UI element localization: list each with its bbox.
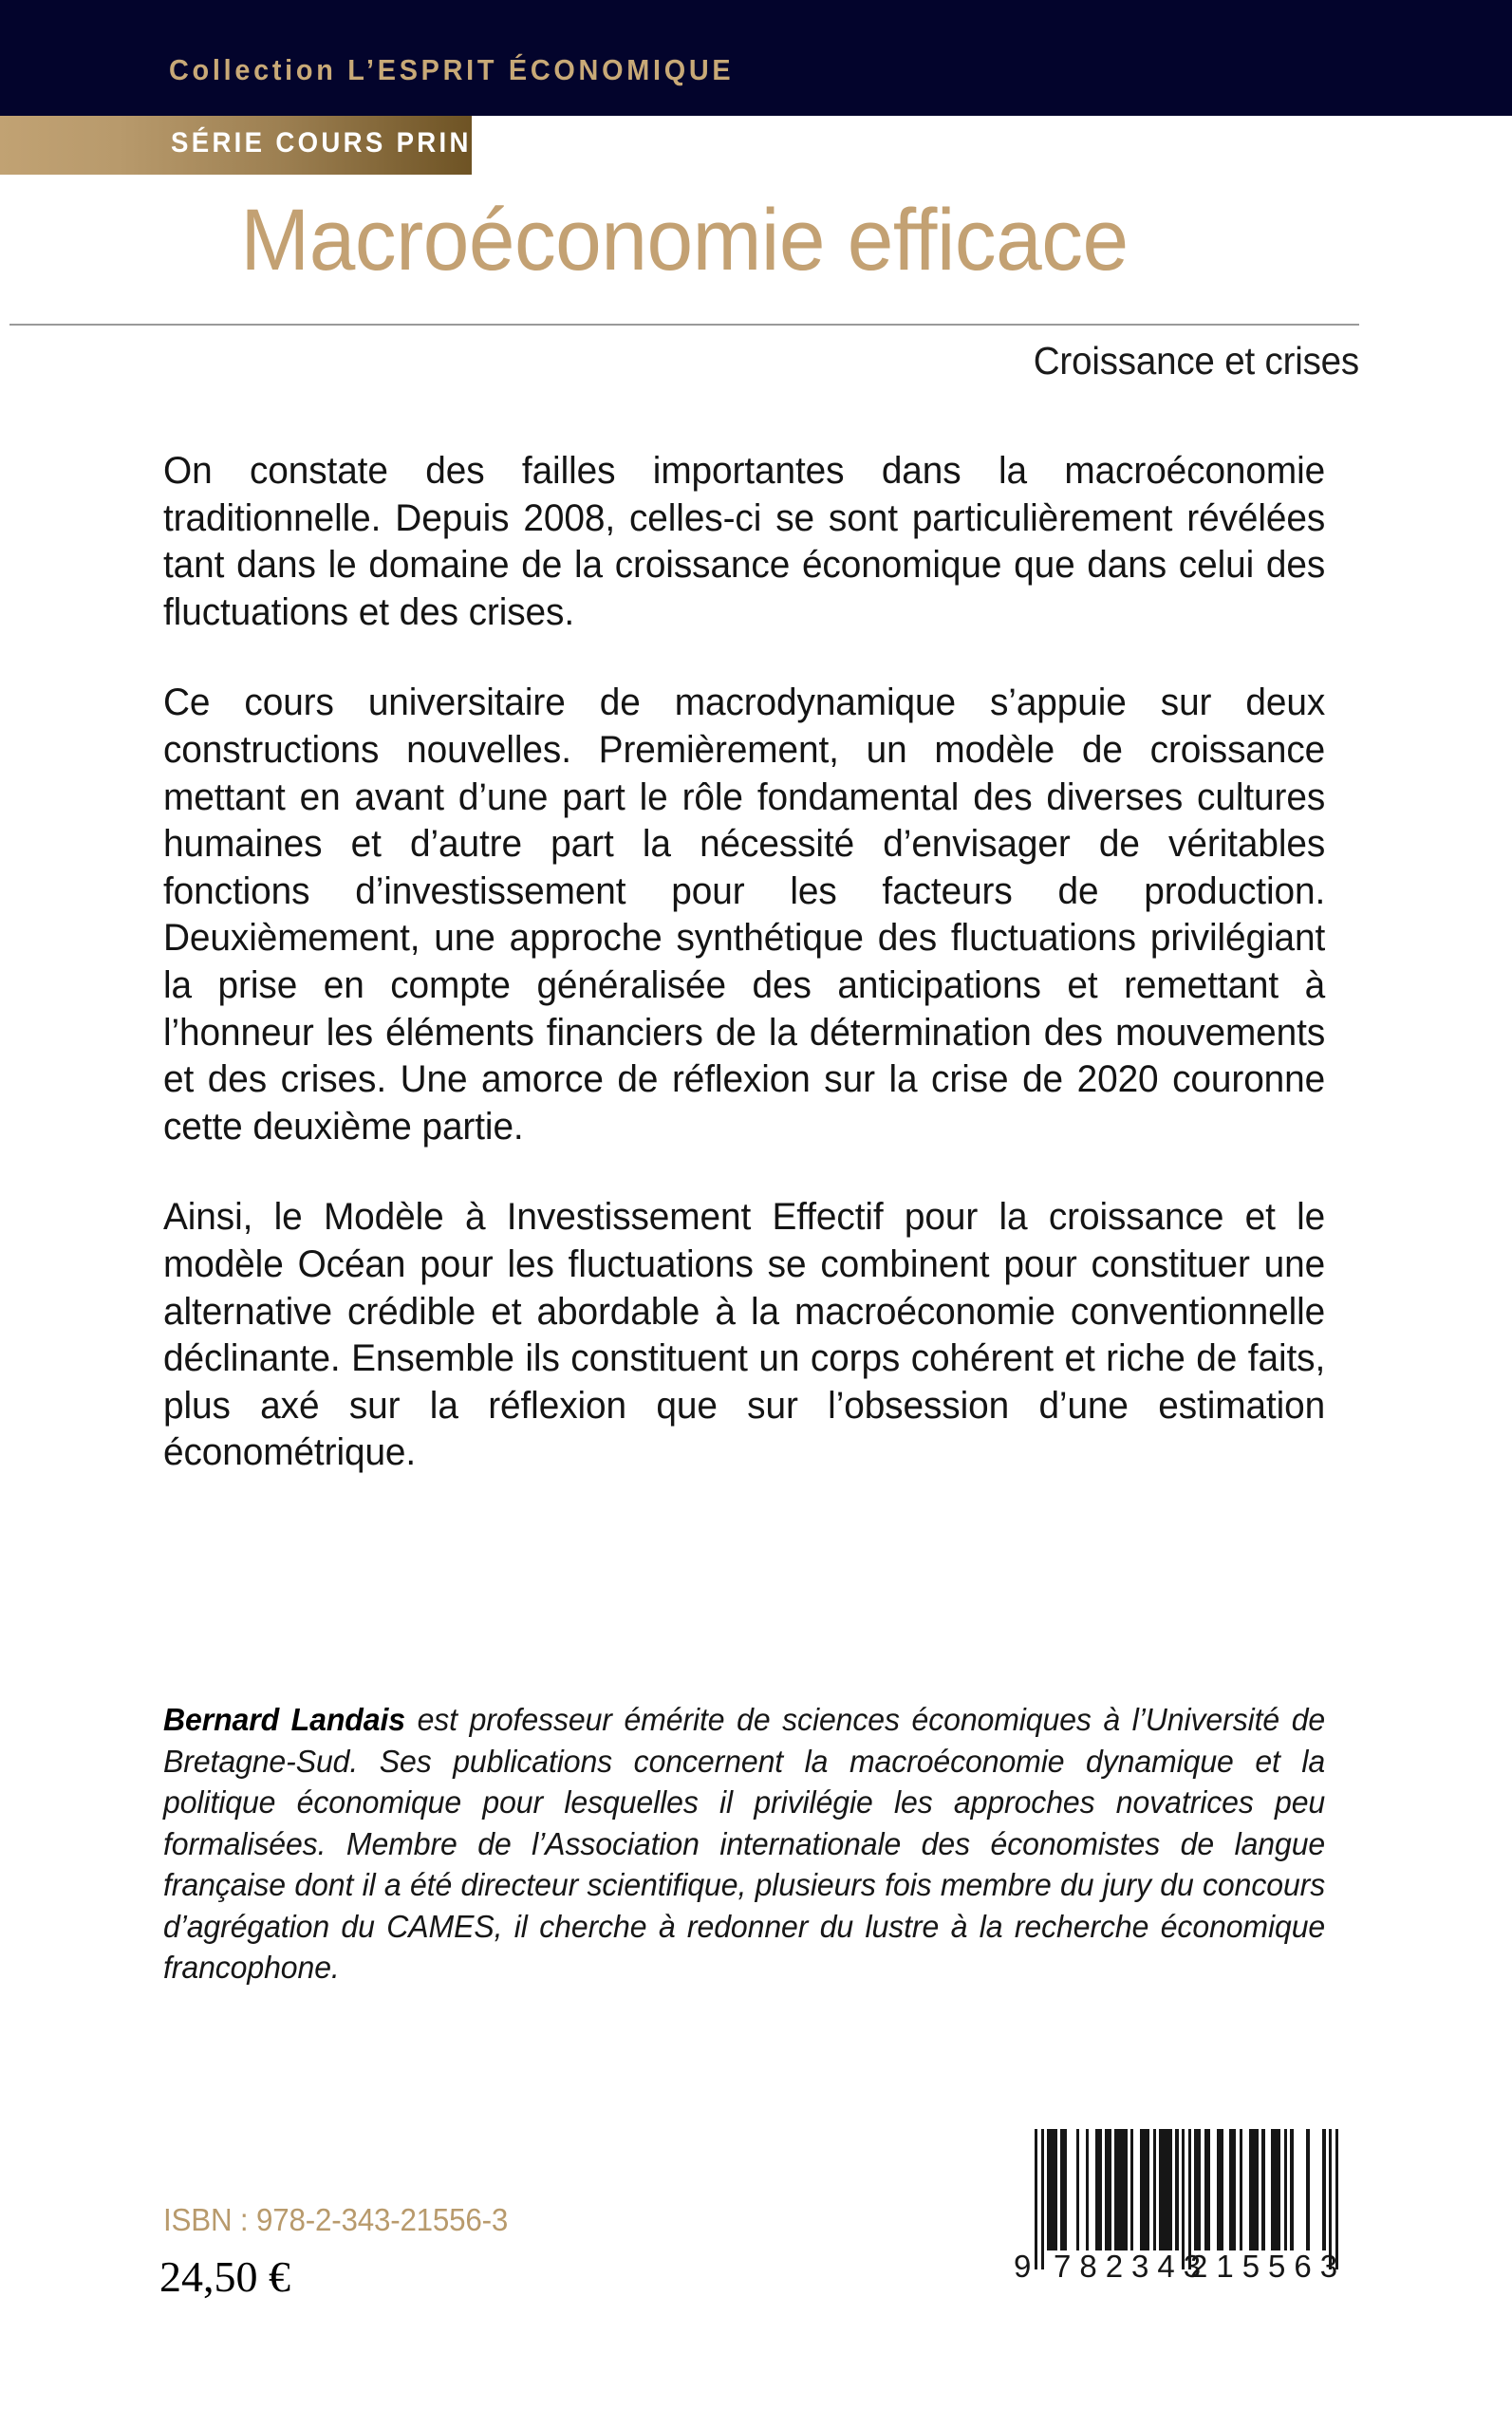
barcode-bar (1229, 2129, 1236, 2250)
barcode-bar (1240, 2129, 1242, 2250)
author-name: Bernard Landais (163, 1702, 405, 1737)
barcode-bar (1284, 2129, 1287, 2250)
barcode-left-group: 782343 (1054, 2249, 1210, 2284)
isbn-label: ISBN : 978-2-343-21556-3 (163, 2202, 509, 2237)
barcode-bar (1271, 2129, 1280, 2250)
barcode-right-group: 215563 (1190, 2249, 1347, 2284)
barcode-bar (1175, 2129, 1178, 2250)
author-bio-text: est professeur émérite de sciences économiques à l’Université de Bretagne-Sud. Ses publications concernent la macroéconomie dynamique et la politique économique pour lesquelles il privilégie les approches novatrices peu formalisées. Membre de l’Association internationale des économistes de langue française dont il a été directeur scientifique, plusieurs fois membre du jury du concours d’agrégation du CAMES, il cherche à redonner du lustre à la recherche économique francophone. (163, 1702, 1326, 1986)
barcode-bar (1249, 2129, 1259, 2250)
barcode-bar (1194, 2129, 1201, 2250)
barcode-bar (1140, 2129, 1149, 2250)
barcode-bar (1204, 2129, 1211, 2250)
barcode-bar (1095, 2129, 1102, 2250)
barcode-bar (1076, 2129, 1079, 2250)
barcode-bar (1086, 2129, 1089, 2250)
barcode-bar (1159, 2129, 1171, 2250)
barcode-bar (1047, 2129, 1056, 2250)
barcode-bar (1290, 2129, 1293, 2250)
blurb-paragraph-1: On constate des failles importantes dans la macroéconomie traditionnelle. Depuis 2008, celles-ci se sont particulièrement révélées tant dans le domaine de la croissance économique que dans celui des fluctuations et des crises. (163, 450, 1326, 633)
price-label: 24,50 € (159, 2252, 290, 2301)
page-subtitle: Croissance et crises (1033, 339, 1359, 383)
barcode-digits (1014, 2249, 1348, 2287)
title-divider (9, 324, 1359, 326)
page-title: Macroéconomie efficace (240, 192, 1129, 289)
blurb-paragraph-2: Ce cours universitaire de macrodynamique s’appuie sur deux constructions nouvelles. Premièrement, un modèle de croissance mettant en avant d’une part le rôle fondamental des diverses cultures humaines et d’autre part la nécessité d’envisager de véritables fonctions d’investissement pour les facteurs de production. Deuxièmement, une approche synthétique des fluctuations privilégiant la prise en compte généralisée des anticipations et remettant à l’honneur les éléments financiers de la détermination des mouvements et des crises. Une amorce de réflexion sur la crise de 2020 couronne cette deuxième partie. (163, 682, 1326, 1148)
collection-label: Collection L’ESPRIT ÉCONOMIQUE (169, 53, 735, 86)
barcode-bar (1306, 2129, 1309, 2250)
author-bio (163, 1699, 1325, 1989)
barcode-bar (1261, 2129, 1264, 2250)
barcode-lead-digit: 9 (1014, 2249, 1033, 2284)
blurb-section (163, 448, 1361, 1477)
barcode-bar (1153, 2129, 1156, 2250)
series-label: SÉRIE COURS PRINCIPAUX (171, 127, 588, 159)
barcode-bar (1217, 2129, 1223, 2250)
title-block (0, 192, 1369, 383)
barcode-bar (1060, 2129, 1067, 2250)
barcode-bar (1322, 2129, 1325, 2250)
barcode-bar (1130, 2129, 1133, 2250)
barcode-bar (1105, 2129, 1111, 2250)
ean13-barcode (1014, 2129, 1347, 2319)
barcode-bar (1114, 2129, 1127, 2250)
blurb-paragraph-3: Ainsi, le Modèle à Investissement Effectif pour la croissance et le modèle Océan pour les fluctuations se combinent pour constituer une alternative crédible et abordable à la macroéconomie conventionnelle déclinante. Ensemble ils constituent un corps cohérent et riche de faits, plus axé sur la réflexion que sur l’obsession d’une estimation économétrique. (163, 1196, 1326, 1474)
